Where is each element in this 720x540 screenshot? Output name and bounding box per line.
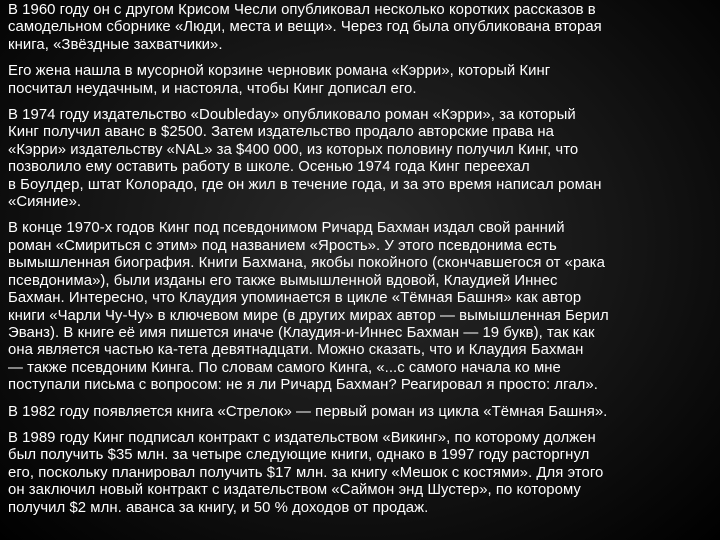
slide-body xyxy=(8,2,714,517)
paragraph-1982-gunslinger: В 1982 году появляется книга «Стрелок» — первый роман из цикла «Тёмная Башня». xyxy=(8,403,608,420)
paragraph-bachman-pseudonym: В конце 1970-х годов Кинг под псевдонимом Ричард Бахман издал свой ранний роман «Смириться с этим» под названием «Ярость». У этого псевдонима есть вымышленная биография. Книги Бахмана, якобы покойного (скончавшегося от «рака псевдонима»), были изданы его также вымышленной вдовой, Клаудией Иннес Бахман. Интересно, что Клаудия упоминается в цикле «Тёмная Башня» как автор книги «Чарли Чу-Чу» в ключевом мире (в других мирах автор — вымышленная Берил Эванз). В книге её имя пишется иначе (Клаудия-и-Иннес Бахман — 19 букв), так как она является частью ка-тета девятнадцати. Можно сказать, что и Клаудия Бахман — также псевдоним Кинга. По словам самого Кинга, «...с самого начала ко мне поступали письма с вопросом: не я ли Ричард Бахман? Реагировал я просто: лгал». xyxy=(8,220,609,394)
paragraph-1989-viking-contract: В 1989 году Кинг подписал контракт с издательством «Викинг», по которому должен был получить $35 млн. за четыре следующие книги, однако в 1997 году расторгнул его, поскольку планировал получить $17 млн. за книгу «Мешок с костями». Для этого он заключил новый контракт с издательством «Саймон энд Шустер», по которому получил $2 млн. аванса за книгу, и 50 % доходов от продаж. xyxy=(8,429,604,516)
paragraph-wife-carrie-draft: Его жена нашла в мусорной корзине черновик романа «Кэрри», который Кинг посчитал неудачным, и настояла, чтобы Кинг дописал его. xyxy=(8,63,551,97)
paragraph-1960-first-stories: В 1960 году он с другом Крисом Чесли опубликовал несколько коротких рассказов в самодельном сборнике «Люди, места и вещи». Через год была опубликована вторая книга, «Звёздные захватчики». xyxy=(8,2,602,53)
paragraph-1974-doubleday: В 1974 году издательство «Doubleday» опубликовало роман «Кэрри», за который Кинг получил аванс в $2500. Затем издательство продало авторские права на «Кэрри» издательству «NAL» за $400 000, из которых половину получил Кинг, что позволило ему оставить работу в школе. Осенью 1974 года Кинг переехал в Боулдер, штат Колорадо, где он жил в течение года, и за это время написал роман «Сияние». xyxy=(8,107,602,211)
